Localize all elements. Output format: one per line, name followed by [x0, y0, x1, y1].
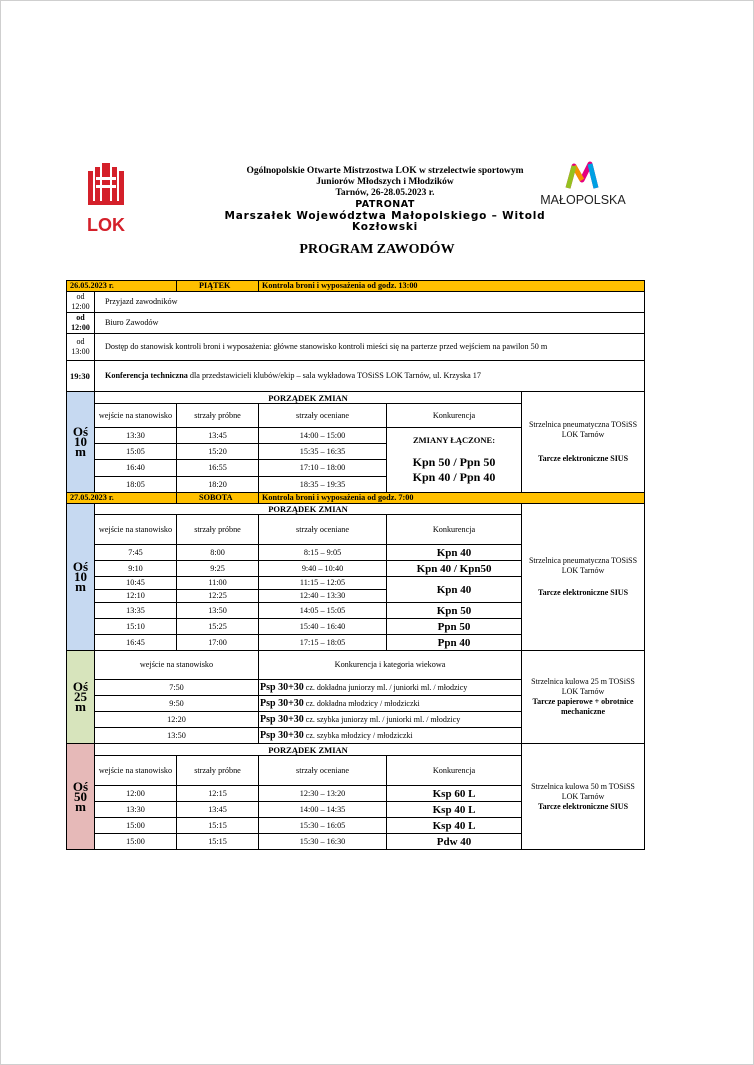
event-text: Dostęp do stanowisk kontroli broni i wyposażenia: główne stanowisko kontroli mieści się na parterze przed wejściem na pawilon 50 m [95, 334, 645, 361]
day1-event-row [67, 361, 645, 392]
event-time: od 12:00 [67, 313, 95, 334]
marszalek: Marszałek Województwa Małopolskiego – Witold Kozłowski [224, 210, 546, 233]
col-header: strzały próbne [177, 756, 259, 786]
cell-entry: 7:50 [95, 680, 259, 696]
cell-competition: Psp 30+30 cz. szybka juniorzy ml. / juniorki ml. / młodzicy [259, 712, 522, 728]
document-header [190, 166, 580, 233]
col-header: Konkurencja [387, 756, 522, 786]
cell-scored: 12:30 – 13:20 [259, 786, 387, 802]
day1-date: 26.05.2023 r. [67, 281, 177, 292]
cell-trial: 12:15 [177, 786, 259, 802]
col-header: strzały oceniane [259, 404, 387, 428]
cell-entry: 15:00 [95, 834, 177, 850]
cell-entry: 13:50 [95, 728, 259, 744]
combined-comp1: Kpn 50 / Ppn 50 [412, 455, 496, 469]
cell-entry: 15:10 [95, 619, 177, 635]
cell-scored: 17:10 – 18:00 [259, 460, 387, 477]
cell-scored: 18:35 – 19:35 [259, 477, 387, 493]
range-label: Oś 25 m [67, 651, 95, 744]
col-header: strzały oceniane [259, 756, 387, 786]
cell-competition: Ppn 40 [387, 635, 522, 651]
cell-entry: 12:10 [95, 590, 177, 603]
day1-control: Kontrola broni i wyposażenia od godz. 13:00 [259, 281, 645, 292]
day1-header [67, 281, 645, 292]
range50-porzadek-row [67, 744, 645, 756]
cell-scored: 14:05 – 15:05 [259, 603, 387, 619]
cell-trial: 8:00 [177, 545, 259, 561]
day1-event-row [67, 292, 645, 313]
porzadek-zmian: PORZĄDEK ZMIAN [95, 504, 522, 515]
lok-logo [86, 163, 126, 235]
porzadek-zmian: PORZĄDEK ZMIAN [95, 392, 522, 404]
header-line2: Juniorów Młodszych i Młodzików [316, 177, 454, 187]
cell-trial: 15:20 [177, 444, 259, 460]
day1-table [66, 280, 645, 850]
event-time: od 13:00 [67, 334, 95, 361]
day2-control: Kontrola broni i wyposażenia od godz. 7:00 [259, 493, 645, 504]
day2-header [67, 493, 645, 504]
cell-trial: 17:00 [177, 635, 259, 651]
col-header: Konkurencja [387, 515, 522, 545]
cell-entry: 13:30 [95, 802, 177, 818]
cell-entry: 13:30 [95, 428, 177, 444]
cell-competition: Ppn 50 [387, 619, 522, 635]
cell-entry: 12:00 [95, 786, 177, 802]
col-header: Konkurencja [387, 404, 522, 428]
cell-competition: Psp 30+30 cz. dokładna juniorzy ml. / juniorki ml. / młodzicy [259, 680, 522, 696]
cell-competition: Kpn 40 [387, 545, 522, 561]
day1-event-row [67, 313, 645, 334]
cell-scored: 17:15 – 18:05 [259, 635, 387, 651]
side-note-targets: Tarcze elektroniczne SIUS [537, 454, 629, 463]
col-header: strzały próbne [177, 404, 259, 428]
cell-entry: 10:45 [95, 577, 177, 590]
cell-entry: 7:45 [95, 545, 177, 561]
cell-trial: 15:15 [177, 818, 259, 834]
range-side-note [522, 651, 645, 744]
combined-competition [387, 428, 522, 493]
cell-scored: 12:40 – 13:30 [259, 590, 387, 603]
range-label: Oś 10 m [67, 392, 95, 493]
cell-competition: Kpn 40 [387, 577, 522, 603]
cell-entry: 18:05 [95, 477, 177, 493]
range-side-note [522, 504, 645, 651]
cell-scored: 9:40 – 10:40 [259, 561, 387, 577]
cell-competition: Ksp 60 L [387, 786, 522, 802]
range-label: Oś 10 m [67, 504, 95, 651]
day2-weekday: SOBOTA [177, 493, 259, 504]
col-header: wejście na stanowisko [95, 651, 259, 680]
cell-entry: 16:45 [95, 635, 177, 651]
cell-scored: 15:30 – 16:05 [259, 818, 387, 834]
range-side-note [522, 744, 645, 850]
event-text-rest: dla przedstawicieli klubów/ekip – sala wykładowa TOSiSS LOK Tarnów, ul. Krzyska 17 [187, 371, 481, 380]
day1-event-row [67, 334, 645, 361]
day1-weekday: PIĄTEK [177, 281, 259, 292]
cell-scored: 11:15 – 12:05 [259, 577, 387, 590]
combined-label: ZMIANY ŁĄCZONE: [412, 435, 496, 445]
cell-entry: 9:50 [95, 696, 259, 712]
cell-entry: 9:10 [95, 561, 177, 577]
cell-competition: Kpn 40 / Kpn50 [387, 561, 522, 577]
side-note-targets: Tarcze elektroniczne SIUS [537, 588, 629, 597]
cell-scored: 15:35 – 16:35 [259, 444, 387, 460]
cell-scored: 8:15 – 9:05 [259, 545, 387, 561]
cell-competition: Kpn 50 [387, 603, 522, 619]
cell-trial: 12:25 [177, 590, 259, 603]
cell-scored: 15:40 – 16:40 [259, 619, 387, 635]
cell-scored: 15:30 – 16:30 [259, 834, 387, 850]
side-note-targets: Tarcze elektroniczne SIUS [537, 801, 629, 811]
cell-scored: 14:00 – 15:00 [259, 428, 387, 444]
event-text: Przyjazd zawodników [95, 292, 645, 313]
side-note-venue: Strzelnica kulowa 25 m TOSiSS LOK Tarnów [531, 677, 635, 696]
lok-logo-text: LOK [87, 215, 125, 235]
event-text: Biuro Zawodów [95, 313, 645, 334]
cell-competition: Ksp 40 L [387, 818, 522, 834]
cell-trial: 15:25 [177, 619, 259, 635]
col-header: strzały oceniane [259, 515, 387, 545]
col-header: wejście na stanowisko [95, 404, 177, 428]
side-note-venue: Strzelnica pneumatyczna TOSiSS LOK Tarnów [528, 556, 638, 575]
col-header: wejście na stanowisko [95, 515, 177, 545]
side-note-venue: Strzelnica pneumatyczna TOSiSS LOK Tarnów [528, 420, 638, 439]
col-header: wejście na stanowisko [95, 756, 177, 786]
cell-competition: Psp 30+30 cz. szybka młodzicy / młodziczki [259, 728, 522, 744]
event-time: 19:30 [67, 361, 95, 392]
combined-comp2: Kpn 40 / Ppn 40 [412, 470, 496, 484]
porzadek-zmian: PORZĄDEK ZMIAN [95, 744, 522, 756]
cell-competition: Ksp 40 L [387, 802, 522, 818]
cell-entry: 15:00 [95, 818, 177, 834]
col-header: Konkurencja i kategoria wiekowa [259, 651, 522, 680]
cell-competition: Pdw 40 [387, 834, 522, 850]
cell-scored: 14:00 – 14:35 [259, 802, 387, 818]
cell-trial: 11:00 [177, 577, 259, 590]
cell-trial: 13:45 [177, 802, 259, 818]
cell-trial: 16:55 [177, 460, 259, 477]
patronat: PATRONAT [355, 199, 415, 210]
cell-trial: 13:50 [177, 603, 259, 619]
event-text [95, 361, 645, 392]
cell-entry: 15:05 [95, 444, 177, 460]
cell-trial: 18:20 [177, 477, 259, 493]
cell-competition: Psp 30+30 cz. dokładna młodzicy / młodziczki [259, 696, 522, 712]
range-label: Oś 50 m [67, 744, 95, 850]
header-line3: Tarnów, 26-28.05.2023 r. [335, 188, 435, 198]
cell-entry: 12:20 [95, 712, 259, 728]
day2-porzadek-row [67, 504, 645, 515]
cell-trial: 9:25 [177, 561, 259, 577]
day1-porzadek-row [67, 392, 645, 404]
program-title: PROGRAM ZAWODÓW [299, 242, 455, 257]
range-side-note [522, 392, 645, 493]
cell-entry: 16:40 [95, 460, 177, 477]
event-text-bold: Konferencja techniczna [105, 371, 188, 380]
event-time: od 12:00 [67, 292, 95, 313]
range25-headers [67, 651, 645, 680]
side-note-venue: Strzelnica kulowa 50 m TOSiSS LOK Tarnów [531, 781, 635, 801]
header-line1: Ogólnopolskie Otwarte Mistrzostwa LOK w strzelectwie sportowym [246, 166, 524, 176]
malopolska-logo-text: MAŁOPOLSKA [540, 193, 626, 207]
day2-date: 27.05.2023 r. [67, 493, 177, 504]
col-header: strzały próbne [177, 515, 259, 545]
cell-trial: 15:15 [177, 834, 259, 850]
cell-trial: 13:45 [177, 428, 259, 444]
cell-entry: 13:35 [95, 603, 177, 619]
side-note-targets: Tarcze papierowe + obrotnice mechaniczne [532, 697, 634, 716]
